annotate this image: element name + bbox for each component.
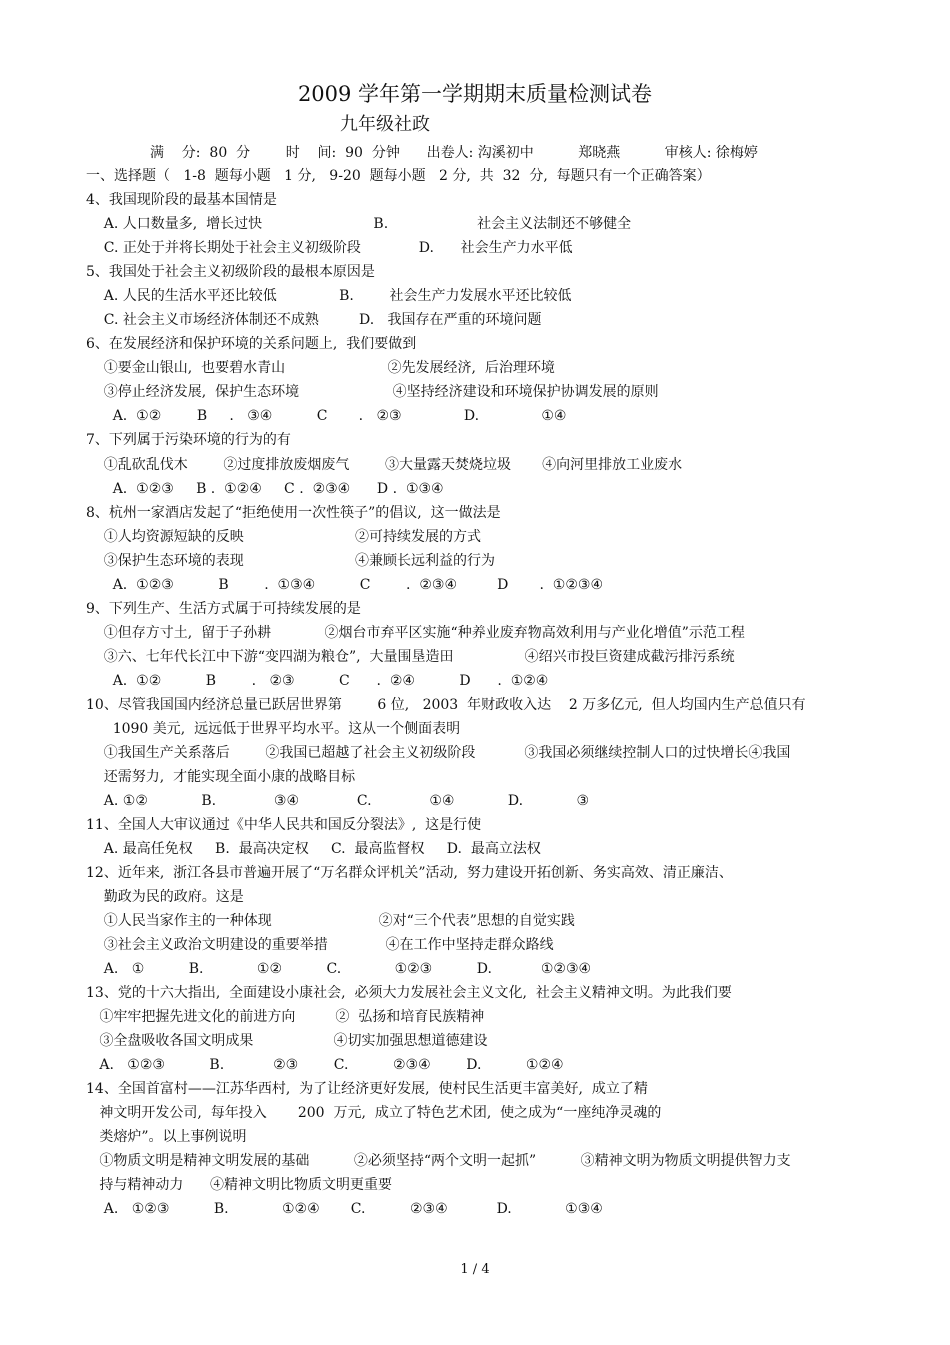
text-line: 6、在发展经济和保护环境的关系问题上, 我们要做到 xyxy=(86,336,417,352)
text-line: A. ①② B. ③④ C. ①④ D. ③ xyxy=(86,793,590,809)
text-line: 5、我国处于社会主义初级阶段的最根本原因是 xyxy=(86,264,375,280)
text-line: ①牢牢把握先进文化的前进方向 ② 弘扬和培育民族精神 xyxy=(86,1009,485,1025)
page-number: 1 / 4 xyxy=(460,1262,490,1277)
text-line: ③六、七年代长江中下游“变四湖为粮仓”, 大量围垦造田 ④绍兴市投巨资建成截污排污系统 xyxy=(86,649,735,665)
text-line: A. 人口数量多, 增长过快 B. 社会主义法制还不够健全 xyxy=(86,216,632,232)
text-line: 4、我国现阶段的最基本国情是 xyxy=(86,192,277,208)
page-title: 2009 学年第一学期期末质量检测试卷 xyxy=(297,82,653,106)
text-line: A. ①② B . ③④ C . ②③ D. ①④ xyxy=(86,408,567,424)
text-line: 类熔炉”。以上事例说明 xyxy=(86,1129,247,1145)
text-line: A. ①②③ B . ①③④ C . ②③④ D . ①②③④ xyxy=(86,577,604,593)
text-line: A. ①② B . ②③ C . ②④ D . ①②④ xyxy=(86,673,549,689)
text-line: ①人民当家作主的一种体现 ②对“三个代表”思想的自觉实践 xyxy=(86,913,575,929)
text-line: 8、杭州一家酒店发起了“拒绝使用一次性筷子”的倡议, 这一做法是 xyxy=(86,505,501,521)
text-line: ①我国生产关系落后 ②我国已超越了社会主义初级阶段 ③我国必须继续控制人口的过快增长④我国 xyxy=(86,745,791,761)
text-line: 持与精神动力 ④精神文明比物质文明更重要 xyxy=(86,1177,393,1193)
text-line: 13、党的十六大指出, 全面建设小康社会, 必须大力发展社会主义文化, 社会主义精神文明。为此我们要 xyxy=(86,985,732,1001)
text-line: ③保护生态环境的表现 ④兼顾长远利益的行为 xyxy=(86,553,496,569)
text-line: 9、下列生产、生活方式属于可持续发展的是 xyxy=(86,601,361,617)
text-line: 11、全国人大审议通过《中华人民共和国反分裂法》, 这是行使 xyxy=(86,817,482,833)
text-line: 14、全国首富村——江苏华西村, 为了让经济更好发展, 使村民生活更丰富美好, 成立了精 xyxy=(86,1081,648,1097)
text-line: 1090 美元, 远远低于世界平均水平。这从一个侧面表明 xyxy=(86,721,461,737)
text-line: ③全盘吸收各国文明成果 ④切实加强思想道德建设 xyxy=(86,1033,488,1049)
page-subtitle: 九年级社政 xyxy=(340,114,430,135)
text-line: 10、尽管我国国内经济总量已跃居世界第 6 位, 2003 年财政收入达 2 万多亿元, 但人均国内生产总值只有 xyxy=(86,697,806,713)
text-line: C. 社会主义市场经济体制还不成熟 D. 我国存在严重的环境问题 xyxy=(86,312,542,328)
text-line: ①物质文明是精神文明发展的基础 ②必须坚持“两个文明一起抓” ③精神文明为物质文明提供智力支 xyxy=(86,1153,791,1169)
text-line: 一、选择题（ 1-8 题每小题 1 分, 9-20 题每小题 2 分, 共 32 分, 每题只有一个正确答案） xyxy=(86,168,711,184)
text-line: A. ①②③ B. ①②④ C. ②③④ D. ①③④ xyxy=(86,1201,603,1217)
text-line: ③停止经济发展, 保护生态环境 ④坚持经济建设和环境保护协调发展的原则 xyxy=(86,384,659,400)
text-line: ①但存方寸土, 留于子孙耕 ②烟台市弃平区实施“种养业废弃物高效利用与产业化增值”示范工程 xyxy=(86,625,745,641)
text-line: A. 人民的生活水平还比较低 B. 社会生产力发展水平还比较低 xyxy=(86,288,572,304)
text-line: 勤政为民的政府。这是 xyxy=(86,889,244,905)
text-line: 12、近年来, 浙江各县市普遍开展了“万名群众评机关”活动, 努力建设开拓创新、务实高效、清正廉洁、 xyxy=(86,865,733,881)
text-line: 神文明开发公司, 每年投入 200 万元, 成立了特色艺术团, 使之成为“一座纯净灵魂的 xyxy=(86,1105,662,1121)
text-line: C. 正处于并将长期处于社会主义初级阶段 D. 社会生产力水平低 xyxy=(86,240,573,256)
text-line: A. ①②③ B. ②③ C. ②③④ D. ①②④ xyxy=(86,1057,564,1073)
text-line: A. ①②③ B . ①②④ C . ②③④ D . ①③④ xyxy=(86,481,444,497)
text-line: ①要金山银山, 也要碧水青山 ②先发展经济, 后治理环境 xyxy=(86,360,555,376)
text-line: 7、下列属于污染环境的行为的有 xyxy=(86,432,291,448)
text-line: ①乱砍乱伐木 ②过度排放废烟废气 ③大量露天焚烧垃圾 ④向河里排放工业废水 xyxy=(86,457,683,473)
text-line: 还需努力, 才能实现全面小康的战略目标 xyxy=(86,769,356,785)
text-line: A. 最高任免权 B. 最高决定权 C. 最高监督权 D. 最高立法权 xyxy=(86,841,541,857)
exam-meta: 满 分: 80 分 时 间: 90 分钟 出卷人: 沟溪初中 郑晓燕 审核人: 徐梅婷 xyxy=(150,145,758,161)
text-line: A. ① B. ①② C. ①②③ D. ①②③④ xyxy=(86,961,592,977)
text-line: ①人均资源短缺的反映 ②可持续发展的方式 xyxy=(86,529,482,545)
text-line: ③社会主义政治文明建设的重要举措 ④在工作中坚持走群众路线 xyxy=(86,937,554,953)
